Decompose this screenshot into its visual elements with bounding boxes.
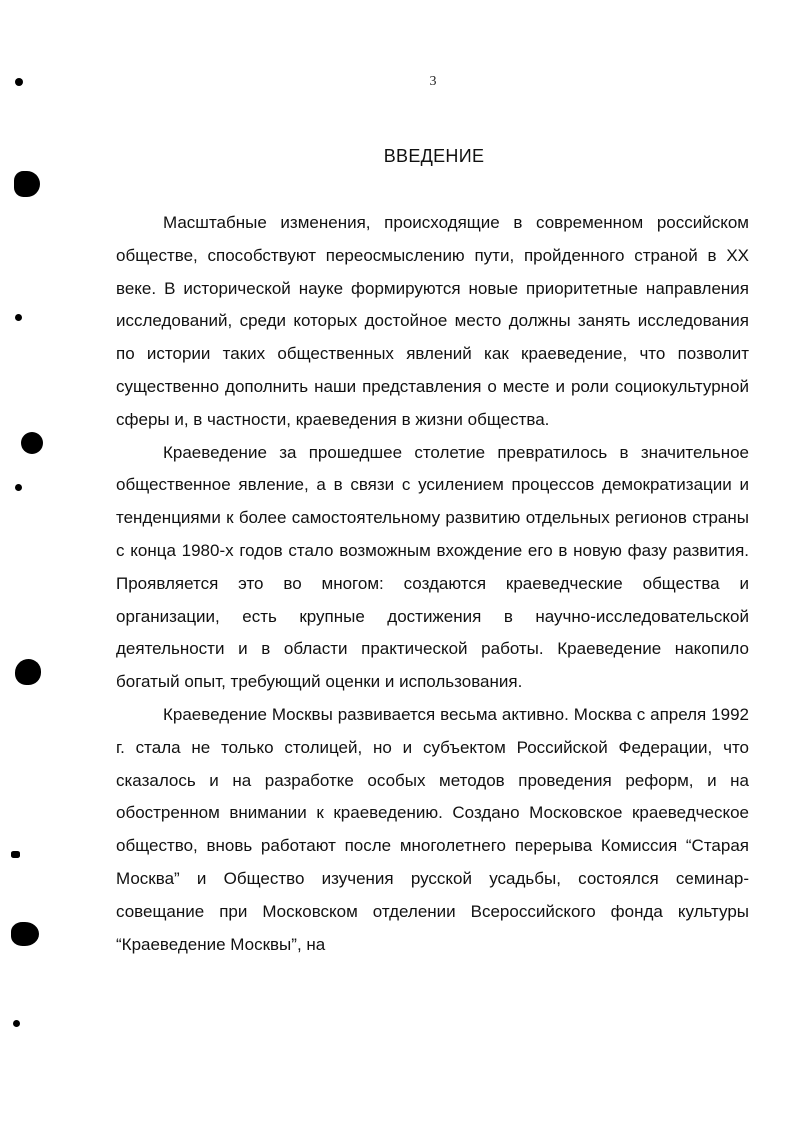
scan-speck [15,314,22,321]
paragraph: Краеведение Москвы развивается весьма активно. Москва с апреля 1992 г. стала не только столицей, но и субъектом Российской Федерации, что сказалось и на разработке особых методов проведения реформ, и на обостренном внимании к краеведению. Создано Московское краеведческое общество, вновь работают после многолетнего перерыва Комиссия “Старая Москва” и Общество изучения русской усадьбы, состоялся семинар-совещание при Московском отделении Всероссийского фонда культуры “Краеведение Москвы”, на [116,704,749,954]
paragraph: Краеведение за прошедшее столетие превратилось в значительное общественное явление, а в связи с усилением процессов демократизации и тенденциями к более самостоятельному развитию отдельных регионов страны с конца 1980-х годов стало возможным вхождение его в новую фазу развития. Проявляется это во многом: создаются краеведческие общества и организации, есть крупные достижения в научно-исследовательской деятельности и в области практической работы. Краеведение накопило богатый опыт, требующий оценки и использования. [116,442,749,692]
section-heading: ВВЕДЕНИЕ [383,146,485,166]
hole-punch-mark [15,659,41,685]
hole-punch-mark [14,171,40,197]
scan-speck [15,484,22,491]
hole-punch-mark [11,922,39,946]
page-number: 3 [429,74,437,89]
scan-speck [13,1020,20,1027]
body-text [116,207,749,961]
scan-speck [11,851,20,858]
hole-punch-mark [21,432,43,454]
paragraph: Масштабные изменения, происходящие в современном российском обществе, способствуют переосмыслению пути, пройденного страной в XX веке. В исторической науке формируются новые приоритетные направления исследований, среди которых достойное место должны занять исследования по истории таких общественных явлений как краеведение, что позволит существенно дополнить наши представления о месте и роли социокультурной сферы и, в частности, краеведения в жизни общества. [116,213,749,429]
